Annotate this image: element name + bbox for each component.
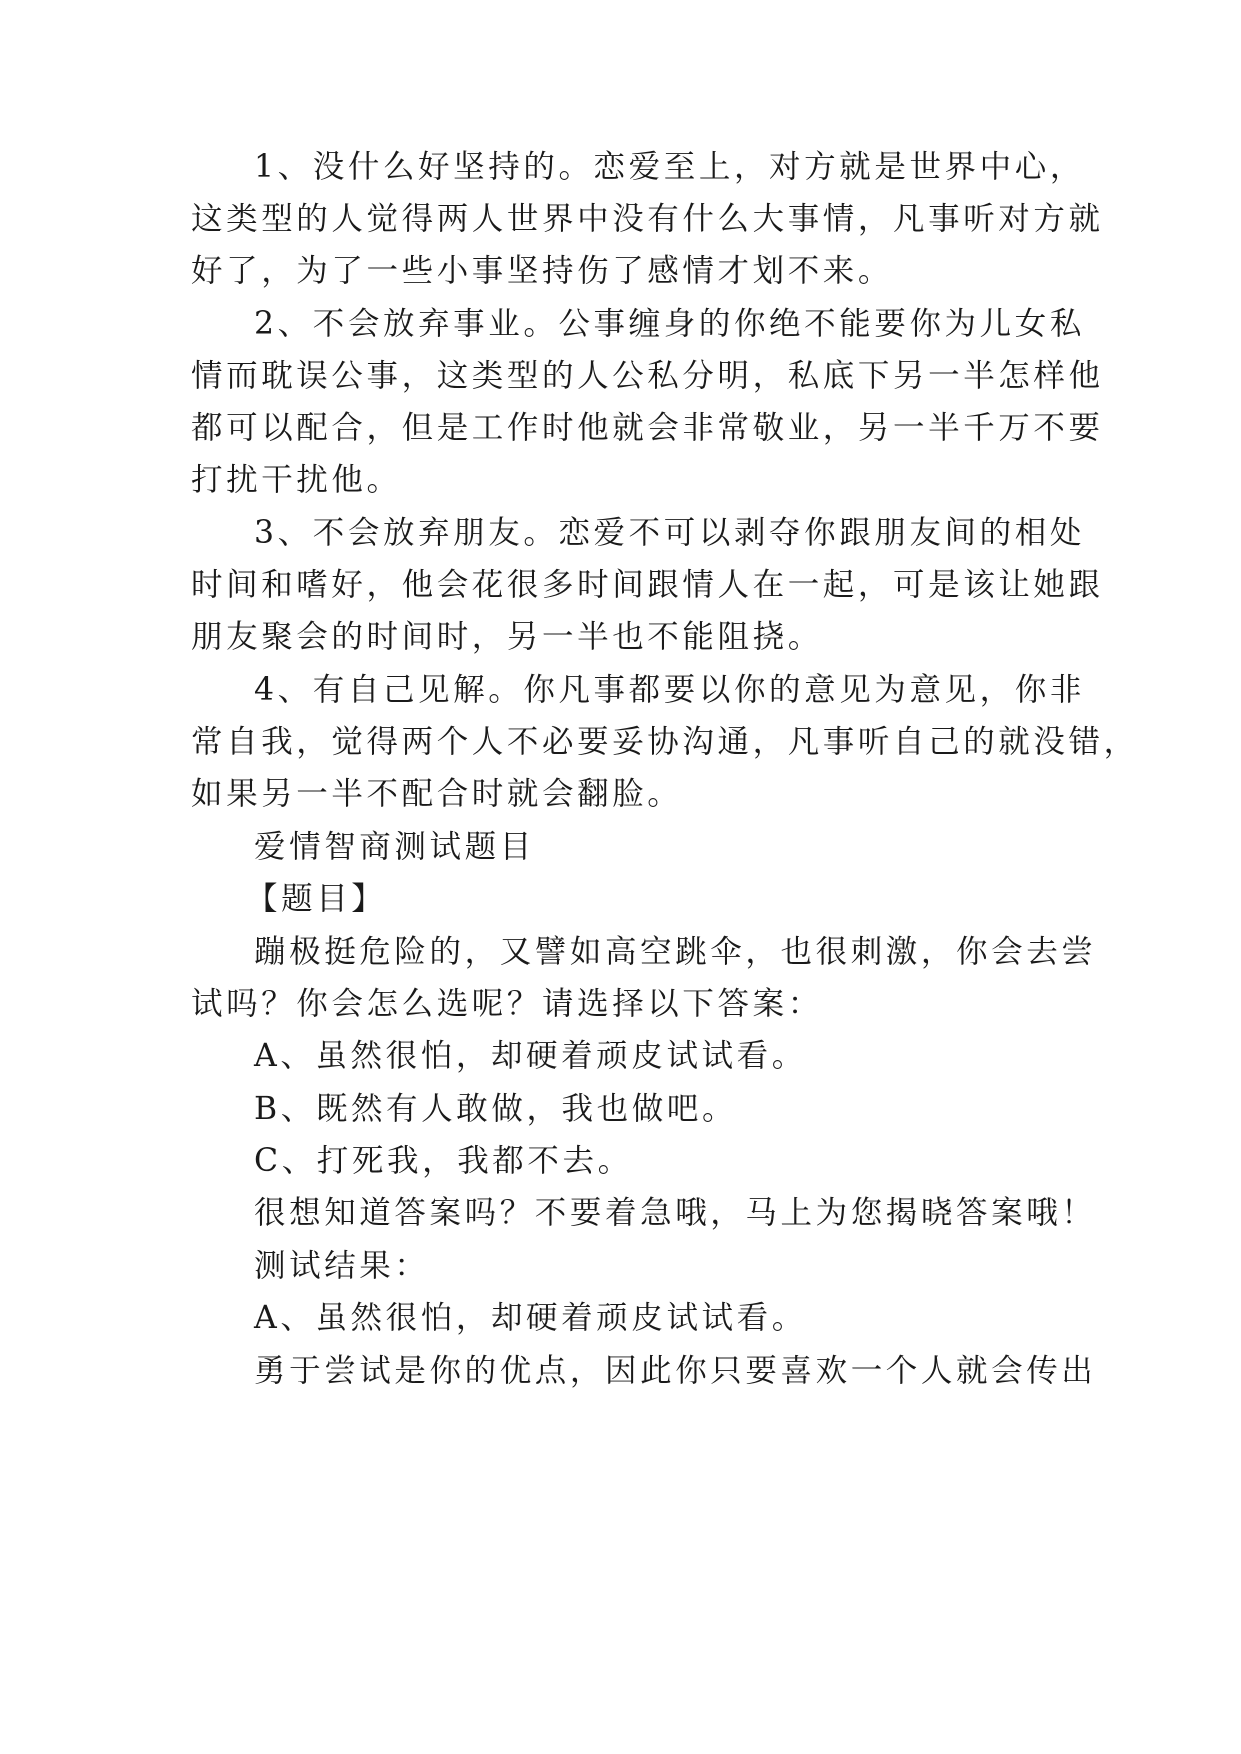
- option-c: C、打死我，我都不去。: [254, 1143, 633, 1179]
- paragraph-2-line-4: 打扰干扰他。: [191, 462, 402, 498]
- paragraph-3-line-3: 朋友聚会的时间时，另一半也不能阻挠。: [191, 619, 823, 655]
- paragraph-3-line-1: 3、不会放弃朋友。恋爱不可以剥夺你跟朋友间的相处: [254, 515, 1085, 551]
- paragraph-2-line-1: 2、不会放弃事业。公事缠身的你绝不能要你为儿女私: [254, 306, 1085, 342]
- option-b: B、既然有人敢做，我也做吧。: [254, 1091, 738, 1127]
- paragraph-2-line-3: 都可以配合，但是工作时他就会非常敬业，另一半千万不要: [191, 410, 1104, 446]
- paragraph-4-line-2: 常自我，觉得两个人不必要妥协沟通，凡事听自己的就没错，: [191, 724, 1139, 760]
- question-line-1: 蹦极挺危险的，又譬如高空跳伞，也很刺激，你会去尝: [254, 934, 1097, 970]
- paragraph-1-line-3: 好了，为了一些小事坚持伤了感情才划不来。: [191, 253, 894, 289]
- answer-teaser: 很想知道答案吗？不要着急哦，马上为您揭晓答案哦！: [254, 1195, 1097, 1231]
- question-line-2: 试吗？你会怎么选呢？请选择以下答案：: [191, 986, 823, 1022]
- paragraph-2-line-2: 情而耽误公事，这类型的人公私分明，私底下另一半怎样他: [191, 358, 1104, 394]
- result-a-title: A、虽然很怕，却硬着顽皮试试看。: [254, 1300, 807, 1336]
- section-heading: 爱情智商测试题目: [254, 829, 535, 865]
- question-label: 【题目】: [246, 881, 387, 917]
- result-heading: 测试结果：: [254, 1248, 430, 1284]
- paragraph-1-line-2: 这类型的人觉得两人世界中没有什么大事情，凡事听对方就: [191, 201, 1104, 237]
- paragraph-4-line-1: 4、有自己见解。你凡事都要以你的意见为意见，你非: [254, 672, 1085, 708]
- option-a: A、虽然很怕，却硬着顽皮试试看。: [254, 1038, 807, 1074]
- paragraph-4-line-3: 如果另一半不配合时就会翻脸。: [191, 776, 683, 812]
- paragraph-3-line-2: 时间和嗜好，他会花很多时间跟情人在一起，可是该让她跟: [191, 567, 1104, 603]
- result-a-text: 勇于尝试是你的优点，因此你只要喜欢一个人就会传出: [254, 1353, 1097, 1389]
- paragraph-1-line-1: 1、没什么好坚持的。恋爱至上，对方就是世界中心，: [254, 149, 1085, 185]
